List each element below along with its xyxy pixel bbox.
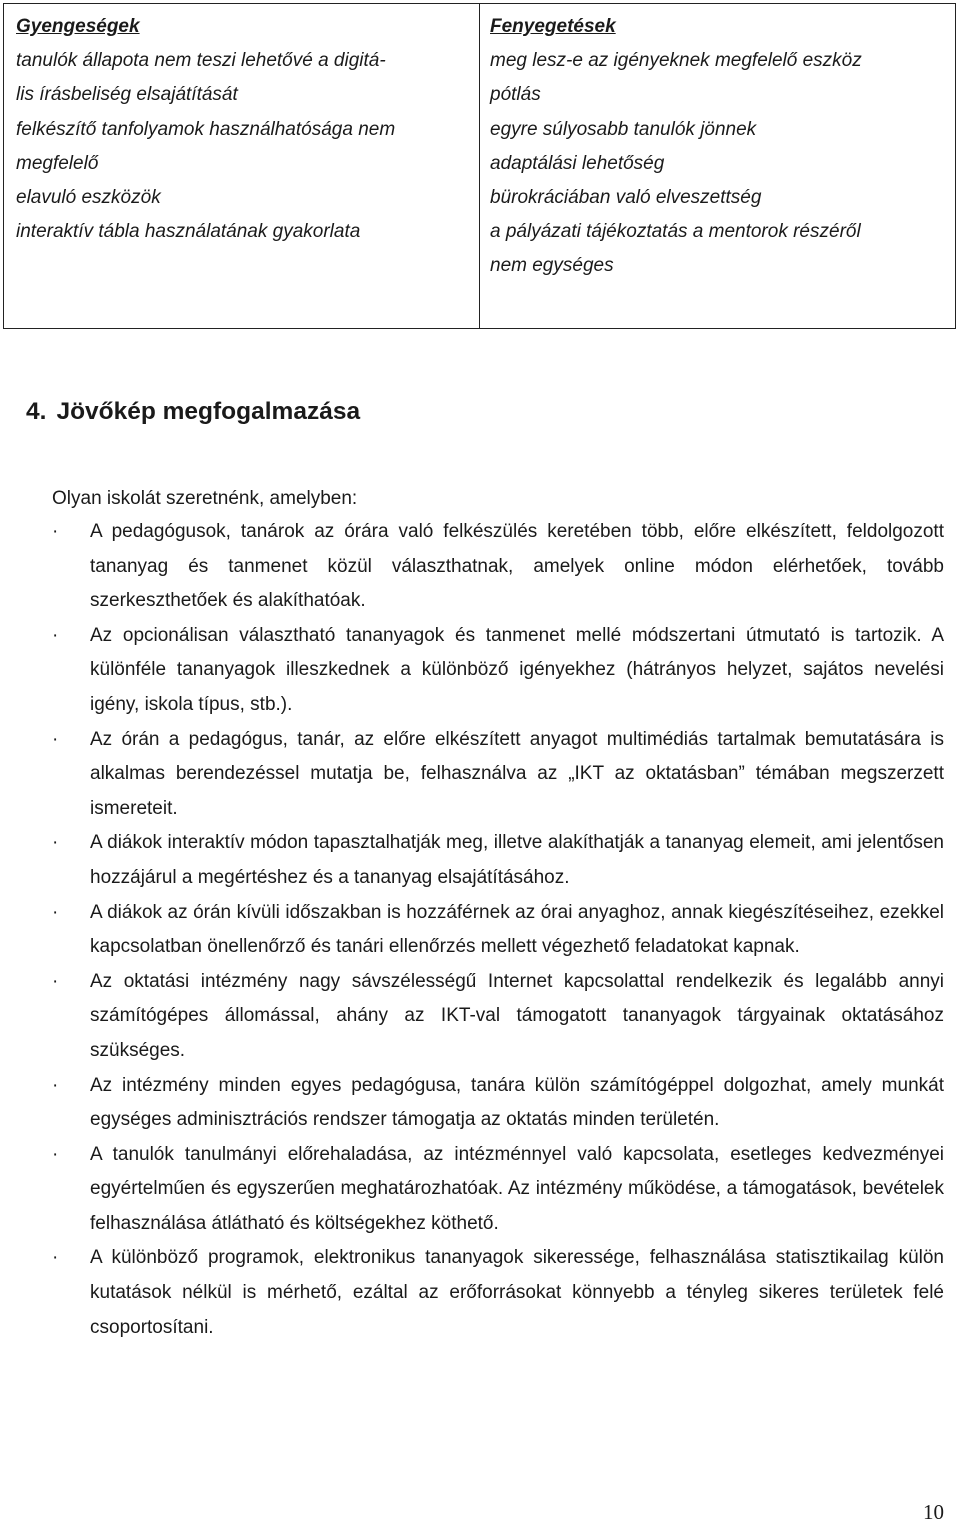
page-number: 10 xyxy=(923,1500,944,1524)
vision-list xyxy=(52,515,944,1345)
bullet-icon: · xyxy=(52,728,59,750)
bullet-icon: · xyxy=(52,521,59,542)
bullet-icon: · xyxy=(52,970,59,992)
threats-heading: Fenyegetések xyxy=(490,16,616,37)
list-item xyxy=(52,619,944,723)
list-item-text: A tanulók tanulmányi előrehaladása, az intézménnyel való kapcsolata, esetleges kedvezményei egyértelműen és egyszerűen meghatározhatóak. Az intézmény működése, a támogatások, bevételek felhasználása átlátható és költségekhez köthető. xyxy=(90,1143,944,1234)
section-intro: Olyan iskolát szeretnénk, amelyben: xyxy=(52,488,358,509)
list-item xyxy=(52,965,944,1069)
list-item-text: A különböző programok, elektronikus tananyagok sikeressége, felhasználása statisztikailag külön kutatások nélkül is mérhető, ezáltal az erőforrásokat könnyebb a tényleg sikeres területek felé csoportosítani. xyxy=(90,1247,944,1338)
threat-item: meg lesz-e az igényeknek megfelelő eszköz xyxy=(490,50,862,72)
weakness-item: lis írásbeliség elsajátítását xyxy=(16,84,238,106)
list-item xyxy=(52,515,944,619)
weaknesses-heading: Gyengeségek xyxy=(16,16,140,37)
weakness-item: elavuló eszközök xyxy=(16,187,161,209)
bullet-icon: · xyxy=(52,1247,59,1269)
list-item xyxy=(52,1241,944,1345)
list-item xyxy=(52,1138,944,1242)
list-item-text: Az órán a pedagógus, tanár, az előre elkészített anyagot multimédiás tartalmak bemutatására is alkalmas berendezéssel mutatja be, felhasználva az „IKT az oktatásban” témában megszerzett ismereteit. xyxy=(90,728,944,819)
section-number: 4. xyxy=(26,398,47,425)
threats-cell xyxy=(480,4,955,328)
list-item-text: Az opcionálisan választható tananyagok és tanmenet mellé módszertani útmutató is tartozik. A különféle tananyagok illeszkednek a különböző igényekhez (hátrányos helyzet, sajátos nevelési igény, iskola típus, stb.). xyxy=(90,624,944,715)
threat-item: bürokráciában való elveszettség xyxy=(490,187,762,209)
list-item xyxy=(52,723,944,827)
list-item-text: A pedagógusok, tanárok az órára való felkészülés keretében több, előre elkészített, feldolgozott tananyag és tanmenet közül választhatnak, amelyek online módon elérhetőek, tovább szerkeszthetőek és alakíthatóak. xyxy=(90,521,944,612)
section-title-text: Jövőkép megfogalmazása xyxy=(56,398,361,425)
swot-table xyxy=(3,3,956,329)
bullet-icon: · xyxy=(52,1143,59,1165)
threat-item: a pályázati tájékoztatás a mentorok részéről xyxy=(490,221,861,243)
list-item-text: A diákok az órán kívüli időszakban is hozzáférnek az órai anyaghoz, annak kiegészítéseihez, ezekkel kapcsolatban önellenőrző és tanári ellenőrzés mellett végezhető feladatokat kapnak. xyxy=(90,901,944,958)
weaknesses-cell xyxy=(4,4,480,328)
list-item xyxy=(52,826,944,895)
bullet-icon: · xyxy=(52,624,59,646)
weakness-item: felkészítő tanfolyamok használhatósága nem xyxy=(16,118,396,140)
threat-item: pótlás xyxy=(490,84,541,106)
list-item xyxy=(52,896,944,965)
list-item-text: Az oktatási intézmény nagy sávszélességű Internet kapcsolattal rendelkezik és legalább annyi számítógépes állomással, ahány az IKT-val támogatott tananyagok tárgyainak oktatásához szükséges. xyxy=(90,970,944,1061)
threat-item: egyre súlyosabb tanulók jönnek xyxy=(490,118,757,140)
list-item xyxy=(52,1069,944,1138)
section-title xyxy=(26,398,360,426)
bullet-icon: · xyxy=(52,1074,59,1096)
threat-item: nem egységes xyxy=(490,255,614,277)
weakness-item: tanulók állapota nem teszi lehetővé a digitá- xyxy=(16,50,386,72)
threat-item: adaptálási lehetőség xyxy=(490,152,665,174)
bullet-icon: · xyxy=(52,901,59,923)
bullet-icon: · xyxy=(52,832,59,854)
list-item-text: Az intézmény minden egyes pedagógusa, tanára külön számítógéppel dolgozhat, amely munkát egységes adminisztrációs rendszer támogatja az oktatás minden területén. xyxy=(90,1074,944,1131)
list-item-text: A diákok interaktív módon tapasztalhatják meg, illetve alakíthatják a tananyag elemeit, ami jelentősen hozzájárul a megértéshez és a tananyag elsajátításához. xyxy=(90,832,944,888)
weakness-item: interaktív tábla használatának gyakorlata xyxy=(16,221,361,243)
weakness-item: megfelelő xyxy=(16,152,99,174)
